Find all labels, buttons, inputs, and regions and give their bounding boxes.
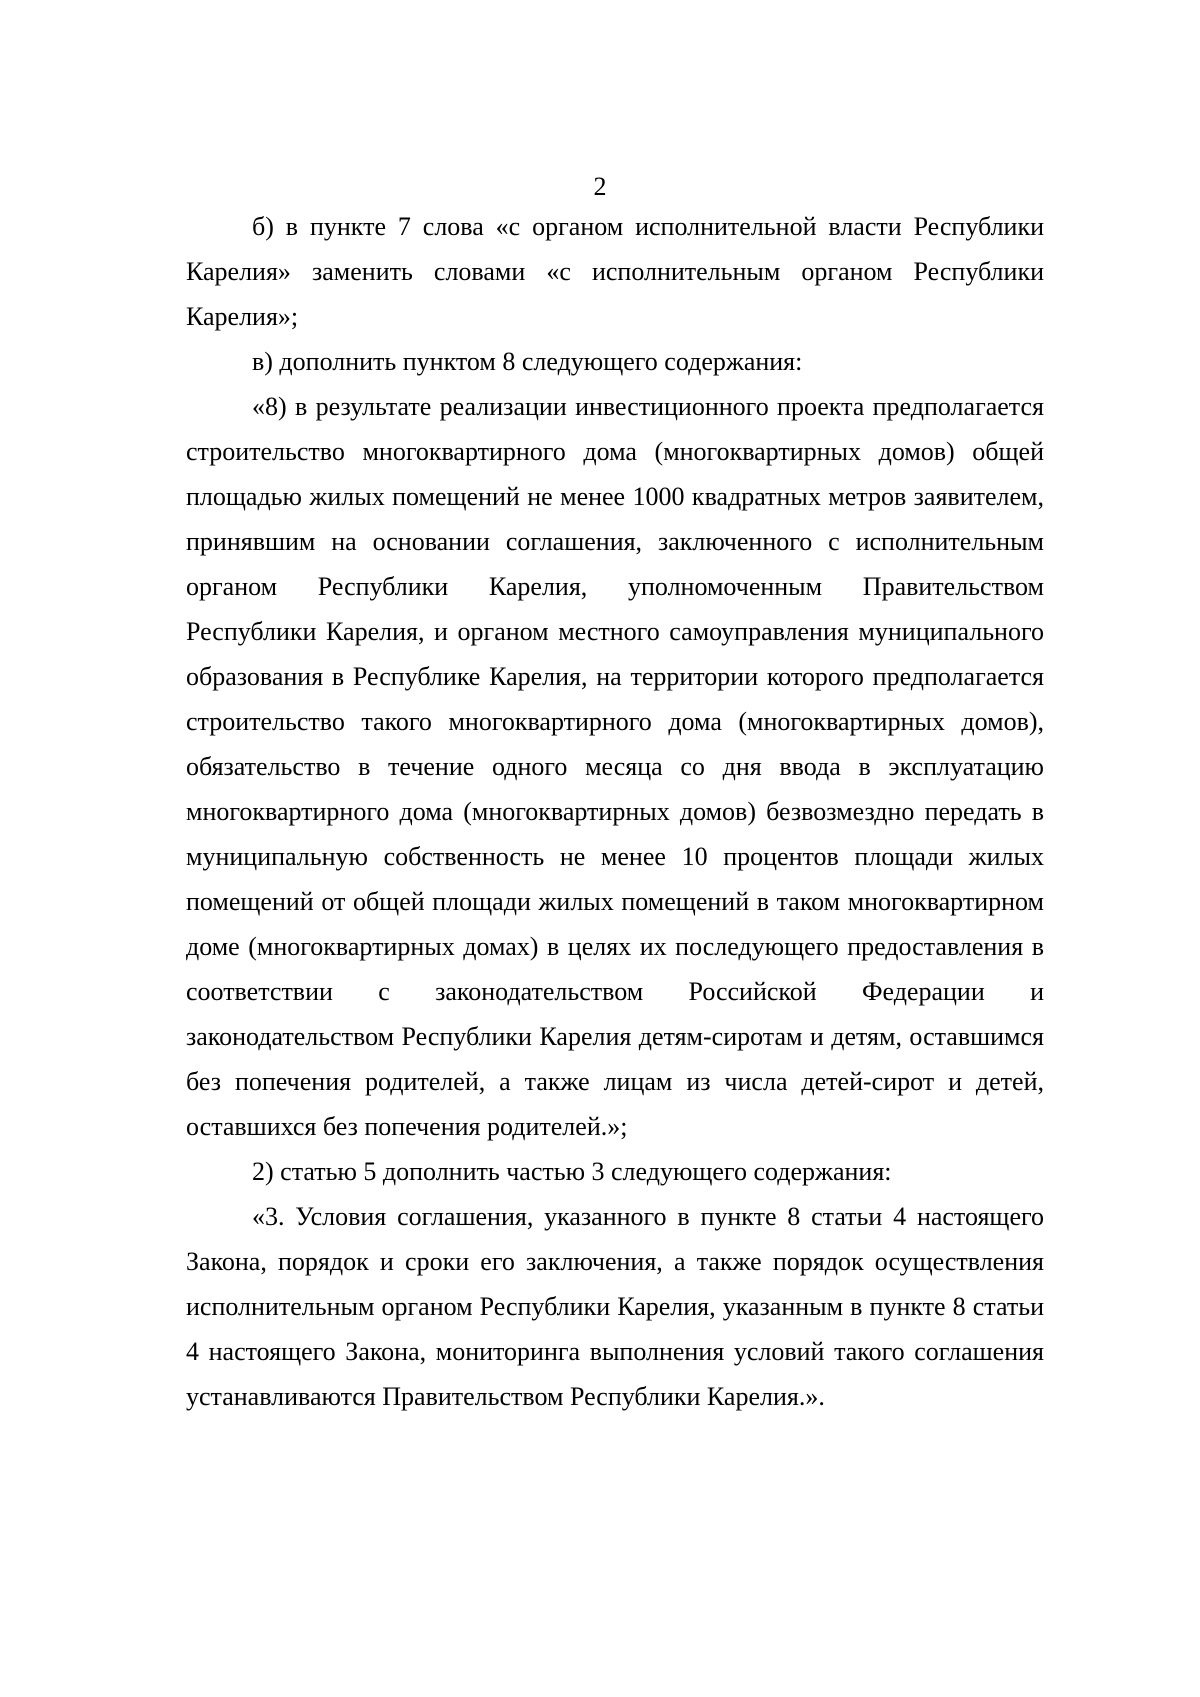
paragraph-part-3-text: «3. Условия соглашения, указанного в пункте 8 статьи 4 настоящего Закона, порядок и сроки его заключения, а также порядок осуществления исполнительным органом Республики Карелия, указанным в пункте 8 статьи 4 настоящего Закона, мониторинга выполнения условий такого соглашения устанавливаются Правительством Республики Карелия.». [186,1202,1044,1411]
paragraph-amendment-v: в) дополнить пунктом 8 следующего содержания: [252,347,803,376]
paragraph-item-8-text: «8) в результате реализации инвестиционного проекта предполагается строительство многоквартирного дома (многоквартирных домов) общей площадью жилых помещений не менее 1000 квадратных метров заявителем, принявшим на основании соглашения, заключенного с исполнительным органом Республики Карелия, уполномоченным Правительством Республики Карелия, и органом местного самоуправления муниципального образования в Республике Карелия, на территории которого предполагается строительство такого многоквартирного дома (многоквартирных домов), обязательство в течение одного месяца со дня ввода в эксплуатацию многоквартирного дома (многоквартирных домов) безвозмездно передать в муниципальную собственность не менее 10 процентов площади жилых помещений от общей площади жилых помещений в таком многоквартирном доме (многоквартирных домах) в целях их последующего предоставления в соответствии с законодательством Российской Федерации и законодательством Республики Карелия детям-сиротам и детям, оставшимся без попечения родителей, а также лицам из числа детей-сирот и детей, оставшихся без попечения родителей.»; [186,392,1044,1141]
document-body [186,204,1044,1419]
paragraph-amendment-b: б) в пункте 7 слова «с органом исполнительной власти Республики Карелия» заменить словами «с исполнительным органом Республики Карелия»; [186,212,1044,331]
page-number: 2 [593,172,607,201]
paragraph-article-5-amendment: 2) статью 5 дополнить частью 3 следующего содержания: [252,1157,892,1186]
